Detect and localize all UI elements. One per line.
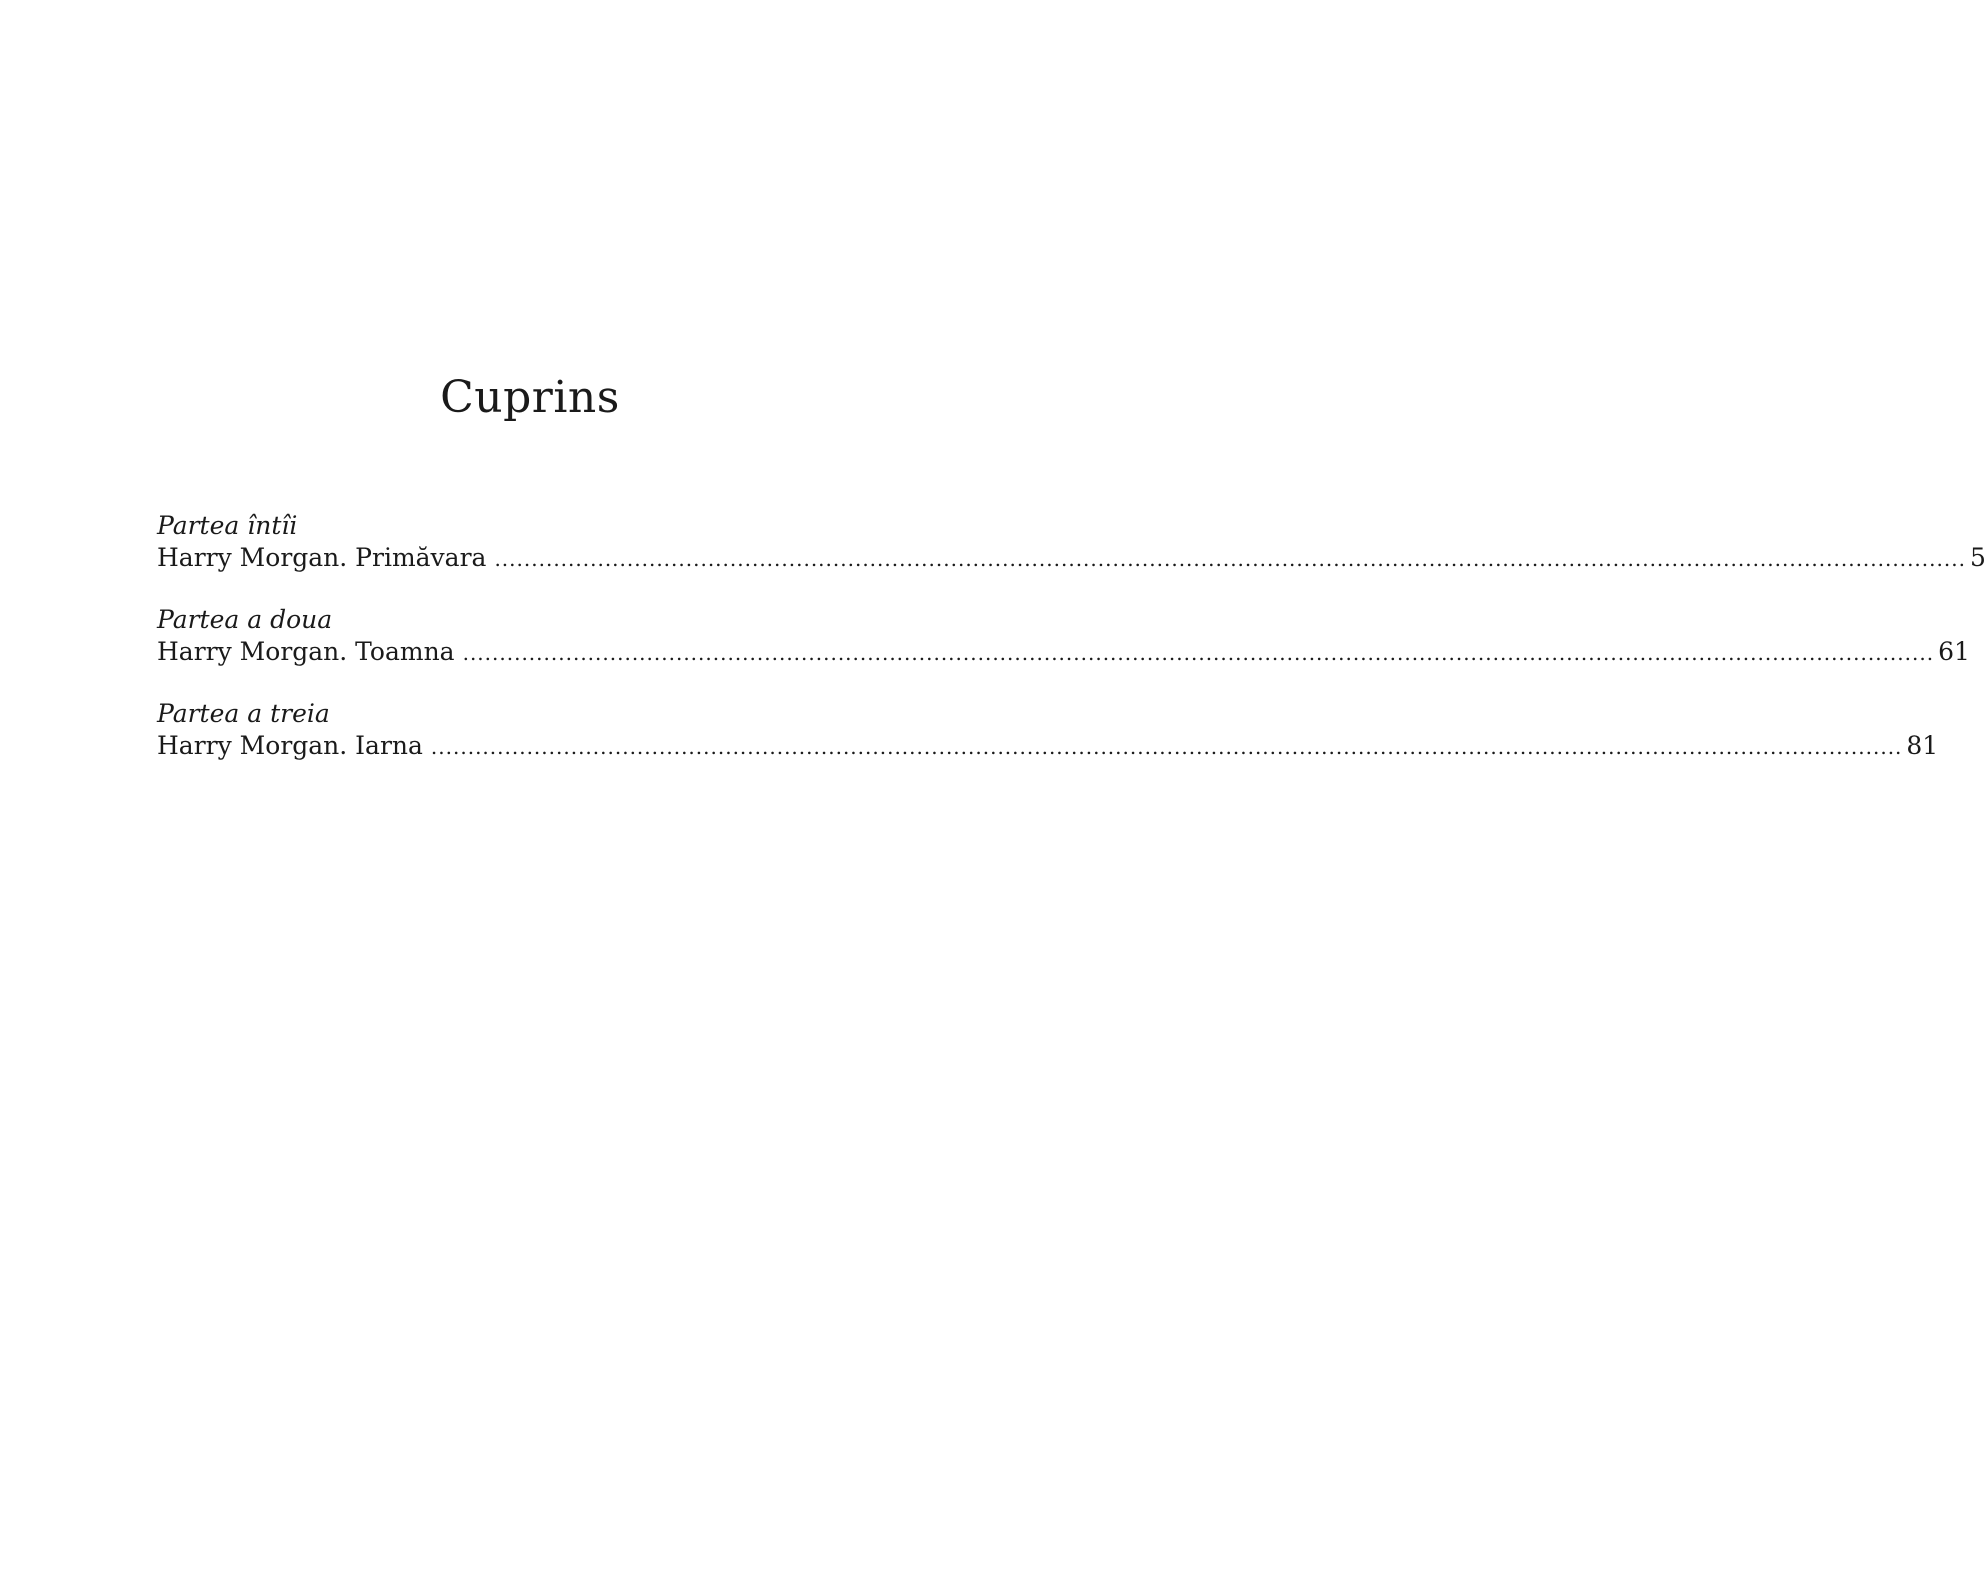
entry-title: Harry Morgan. Primăvara (157, 543, 487, 572)
page-number: 5 (1969, 543, 1986, 572)
toc-section-3 (157, 698, 1939, 762)
dot-leader: ........................................................................................................................................................................................................ (494, 547, 1966, 571)
part-label: Partea întîi (157, 511, 298, 540)
toc-entry[interactable] (157, 636, 1970, 668)
part-label: Partea a treia (157, 699, 330, 728)
dot-leader: ........................................................................................................................................................................................................ (430, 735, 1903, 759)
dot-leader: ........................................................................................................................................................................................................ (462, 641, 1935, 665)
toc-section-2 (157, 604, 1970, 668)
page-number: 61 (1938, 637, 1970, 666)
table-of-contents (157, 510, 1986, 792)
page-number: 81 (1906, 731, 1939, 760)
toc-section-1 (157, 510, 1986, 574)
entry-title: Harry Morgan. Iarna (157, 731, 423, 760)
toc-entry[interactable] (157, 542, 1986, 574)
part-label: Partea a doua (157, 605, 333, 634)
page-title: Cuprins (440, 372, 620, 423)
entry-title: Harry Morgan. Toamna (157, 637, 455, 666)
toc-entry[interactable] (157, 730, 1939, 762)
